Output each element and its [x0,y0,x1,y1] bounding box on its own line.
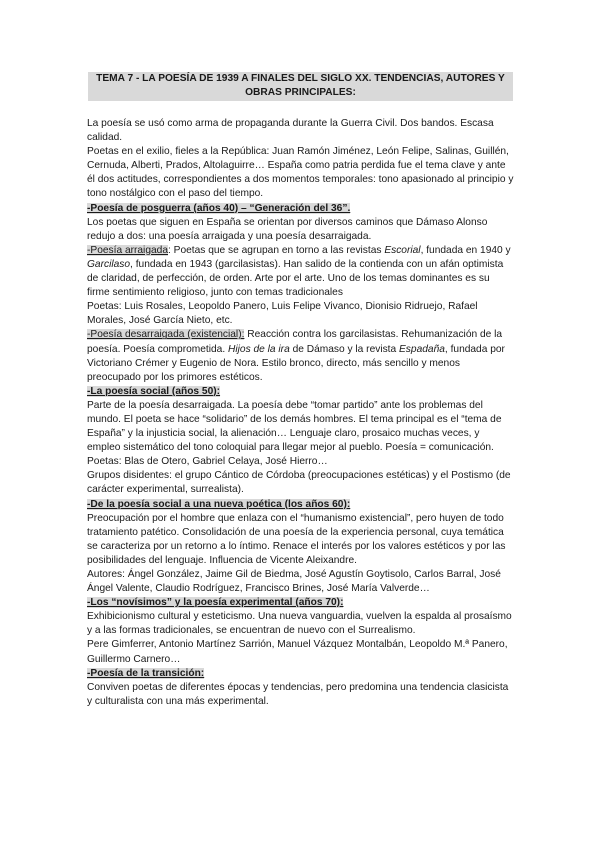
text-span: : Poetas que se agrupan en torno a las revistas [167,244,385,256]
desarraigada-paragraph [87,328,515,384]
section-heading-transicion [87,667,515,681]
arraigada-poets: Poetas: Luis Rosales, Leopoldo Panero, Luis Felipe Vivanco, Dionisio Ridruejo, Rafael Morales, José García Nieto, etc. [87,301,478,327]
arraigada-label: -Poesía arraigada [87,244,168,256]
novisimos-authors: Pere Gimferrer, Antonio Martínez Sarrión, Manuel Vázquez Montalbán, Leopoldo M.ª Panero, Guillermo Carnero… [87,639,508,665]
text-span: Reacción contra los garcilasistas. Rehumanización de la poesía. Poesía comprometida. [87,329,503,355]
text-span: , fundada en 1943 (garcilasistas). Han salido de la contienda con un afán optimista de claridad, de perfección, de orden. Arte por el arte. Uno de los temas dominantes es su firme sentimiento religioso, junto con temas tradicionales [87,258,504,299]
text-span: de Dámaso y la revista [289,343,400,355]
intro-paragraph: La poesía se usó como arma de propaganda durante la Guerra Civil. Dos bandos. Escasa calidad. [87,118,494,144]
document-body [87,117,515,709]
novisimos-paragraph: Exhibicionismo cultural y esteticismo. Una nueva vanguardia, vuelven la espalda al prosaísmo y a las formas tradicionales, se encuentran de nuevo con el Surrealismo. [87,611,512,637]
desarraigada-label: -Poesía desarraigada (existencial): [87,329,245,341]
60s-paragraph: Preocupación por el hombre que enlaza con el “humanismo existencial”, pero huyen de todo tratamiento patético. Consolidación de una poesía de la experiencia personal, cuya temática se caracteriza por un retorno a lo íntimo. Renace el interés por los valores estéticos y por las posibilidades del lenguaje. Influencia de Vicente Aleixandre. [87,512,506,566]
social-poets: Poetas: Blas de Otero, Gabriel Celaya, José Hierro… [87,456,328,468]
section-heading-posguerra [87,202,515,216]
book-title: Hijos de la ira [228,343,290,355]
transicion-paragraph: Conviven poetas de diferentes épocas y tendencias, pero predomina una tendencia clasicista y culturalista con una más experimental. [87,681,509,707]
social-paragraph: Parte de la poesía desarraigada. La poesía debe “tomar partido” ante los problemas del mundo. El poeta se hace “solidario” de los demás hombres. El tema principal es el “tema de España” y la injusticia social, la alienación… Lenguaje claro, prosaico muchas veces, y empleo sistemático del tono coloquial para llegar mejor al pueblo. Poesía = comunicación. [87,399,502,454]
heading-text: -Los “novísimos” y la poesía experimental (años 70): [87,597,344,609]
posguerra-paragraph: Los poetas que siguen en España se orientan por diversos caminos que Dámaso Alonso redujo a dos: una poesía arraigada y una poesía desarraigada. [87,216,488,242]
heading-text: -Poesía de posguerra (años 40) – “Generación del 36”. [87,202,351,214]
journal-title: Espadaña [399,343,445,355]
section-heading-novisimos [87,596,515,610]
journal-title: Garcilaso [87,258,131,270]
journal-title: Escorial [384,244,421,256]
60s-authors: Autores: Ángel González, Jaime Gil de Biedma, José Agustín Goytisolo, Carlos Barral, José Ángel Valente, Claudio Rodríguez, Francisco Brines, José María Valverde… [87,569,501,595]
text-span: , fundada por Victoriano Crémer y Eugenio de Nora. Estilo bronco, directo, más sencillo y menos preocupado por los primores estéticos. [87,343,505,383]
heading-text: -De la poesía social a una nueva poética (los años 60): [87,498,351,510]
heading-text: -Poesía de la transición: [87,667,205,679]
dissident-groups: Grupos disidentes: el grupo Cántico de Córdoba (preocupaciones estéticas) y el Postismo (de carácter experimental, surrealista). [87,470,511,496]
section-heading-social [87,385,515,399]
text-span: , fundada en 1940 y [420,244,511,256]
exile-paragraph: Poetas en el exilio, fieles a la República: Juan Ramón Jiménez, León Felipe, Salinas, Guillén, Cernuda, Alberti, Prados, Altolaguirre… España como patria perdida fue el tema clave y ante él dos actitudes, correspondientes a dos momentos temporales: tono apasionado al principio y tono nostálgico con el paso del tiempo. [87,146,514,200]
heading-text: -La poesía social (años 50): [87,385,221,397]
arraigada-paragraph [87,244,515,300]
document-title: TEMA 7 - LA POESÍA DE 1939 A FINALES DEL SIGLO XX. TENDENCIAS, AUTORES Y OBRAS PRINCIPALES: [88,72,513,101]
section-heading-60s [87,498,515,512]
